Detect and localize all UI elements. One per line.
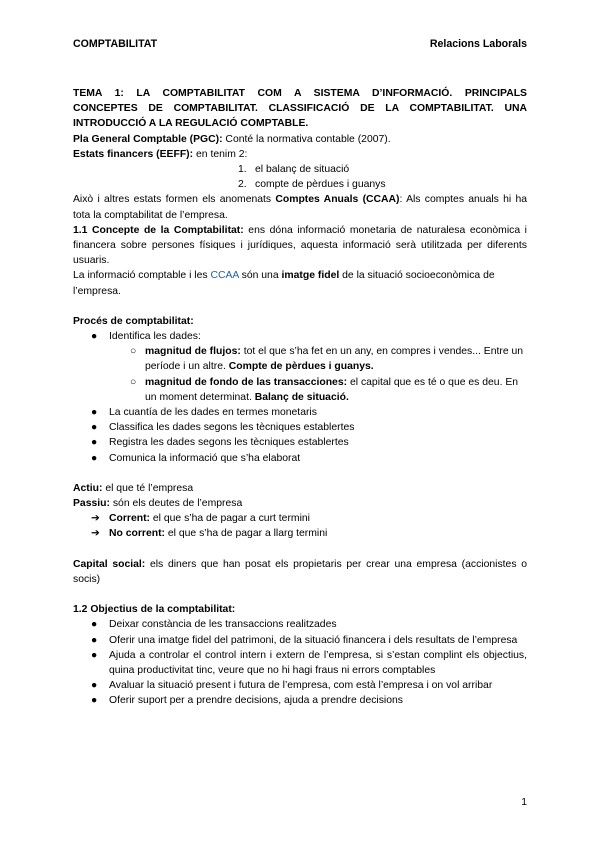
item-text: compte de pèrdues i guanys xyxy=(255,179,386,191)
objectius-item-text: Oferir suport per a prendre decisions, ajuda a prendre decisions xyxy=(109,695,403,707)
image-fidel-pre: La informació comptable i les xyxy=(73,270,211,282)
bullet-icon: ● xyxy=(91,422,98,434)
title-line: INTRODUCCIÓ A LA REGULACIÓ COMPTABLE. xyxy=(73,118,309,130)
eeff-item xyxy=(73,177,527,192)
passiu-item xyxy=(73,526,527,541)
item-number: 1. xyxy=(238,164,247,176)
actiu-paragraph xyxy=(73,481,527,496)
objectius-item-text: Oferir una imatge fidel del patrimoni, de la situació financera i dels resultats de l’empresa xyxy=(109,634,518,646)
circle-bullet-icon: ○ xyxy=(130,376,137,388)
eeff-label: Estats financers (EEFF): xyxy=(73,148,194,160)
subitem-conclusion: Balanç de situació. xyxy=(254,391,349,403)
process-list xyxy=(73,329,527,344)
capital-text: els diners que han posat els propietaris per crear una empresa (accionistes o socis) xyxy=(73,558,527,585)
image-fidel-bold: imatge fidel xyxy=(281,270,340,282)
spacer xyxy=(73,542,527,557)
ccaa-paragraph xyxy=(73,192,527,222)
concept-paragraph xyxy=(73,223,527,269)
passiu-label: Passiu: xyxy=(73,498,110,510)
eeff-list xyxy=(73,162,527,192)
subitem-label: magnitud de fondo de las transacciones: xyxy=(145,376,348,388)
objectius-item xyxy=(73,617,527,632)
process-item xyxy=(73,420,527,435)
objectius-heading-text: 1.2 Objectius de la comptabilitat: xyxy=(73,604,236,616)
process-item xyxy=(73,329,527,344)
bullet-icon: ● xyxy=(91,452,98,464)
arrow-icon: ➔ xyxy=(91,528,100,540)
objectius-item xyxy=(73,678,527,693)
process-item-text: La cuantía de les dades en termes monetaris xyxy=(109,407,317,419)
capital-paragraph xyxy=(73,557,527,587)
item-text: el balanç de situació xyxy=(255,164,350,176)
objectius-item xyxy=(73,648,527,678)
pgc-label: Pla General Comptable (PGC): xyxy=(73,133,223,145)
spacer xyxy=(73,299,527,314)
bullet-icon: ● xyxy=(91,649,98,661)
eeff-item xyxy=(73,162,527,177)
concept-label: 1.1 Concepte de la Comptabilitat: xyxy=(73,224,244,236)
objectius-list xyxy=(73,617,527,708)
process-item-text: Registra les dades segons les tècniques establertes xyxy=(109,437,349,449)
process-heading xyxy=(73,314,527,329)
passiu-item xyxy=(73,511,527,526)
objectius-item-text: Avaluar la situació present i futura de l’empresa, com està l’empresa i on vol arribar xyxy=(109,680,493,692)
image-fidel-mid: són una xyxy=(238,270,282,282)
process-item-text: Comunica la informació que s’ha elaborat xyxy=(109,452,301,464)
eeff-paragraph xyxy=(73,147,527,162)
subitem-conclusion: Compte de pèrdues i guanys. xyxy=(228,361,374,373)
arrow-icon: ➔ xyxy=(91,513,100,525)
process-item-text: Classifica les dades segons les tècniques establertes xyxy=(109,422,355,434)
document-body xyxy=(73,86,527,709)
passiu-text: són els deutes de l’empresa xyxy=(109,498,243,510)
process-heading-text: Procés de comptabilitat: xyxy=(73,315,194,327)
objectius-item xyxy=(73,633,527,648)
process-sublist xyxy=(73,344,527,405)
bullet-icon: ● xyxy=(91,619,98,631)
passiu-item-label: Corrent: xyxy=(109,513,150,525)
process-item xyxy=(73,451,527,466)
item-number: 2. xyxy=(238,179,247,191)
bullet-icon: ● xyxy=(91,680,98,692)
title-line: CONCEPTES DE COMPTABILITAT. CLASSIFICACIÓ DE LA COMPTABILITAT. UNA xyxy=(73,103,527,115)
bullet-icon: ● xyxy=(91,407,98,419)
concept-text: ens dóna informació monetaria de naturalesa econòmica i financera sobre persones físiques i jurídiques, aquesta informació serà utilitzada per diferents usuaris. xyxy=(73,224,527,267)
passiu-item-text: el que s’ha de pagar a llarg termini xyxy=(165,528,328,540)
document-title xyxy=(73,86,527,132)
eeff-text: en tenim 2: xyxy=(193,148,248,160)
title-line: TEMA 1: LA COMPTABILITAT COM A SISTEMA D’INFORMACIÓ. PRINCIPALS xyxy=(73,88,527,99)
bullet-icon: ● xyxy=(91,331,98,343)
subitem-label: magnitud de flujos: xyxy=(145,346,241,358)
header-subject: Relacions Laborals xyxy=(429,38,527,50)
pgc-paragraph xyxy=(73,132,527,147)
passiu-item-label: No corrent: xyxy=(109,528,165,540)
capital-label: Capital social: xyxy=(73,558,146,570)
spacer xyxy=(73,466,527,481)
header-title: COMPTABILITAT xyxy=(73,38,158,50)
ccaa-bold: Comptes Anuals (CCAA) xyxy=(275,194,400,206)
bullet-icon: ● xyxy=(91,695,98,707)
pgc-text: Conté la normativa contable (2007). xyxy=(222,133,391,145)
image-fidel-post: de la situació socioeconòmica de l’empresa. xyxy=(73,270,495,297)
bullet-icon: ● xyxy=(91,437,98,449)
process-subitem xyxy=(73,375,527,405)
circle-bullet-icon: ○ xyxy=(130,346,137,358)
process-item xyxy=(73,405,527,420)
process-list xyxy=(73,405,527,466)
passiu-item-text: el que s’ha de pagar a curt termini xyxy=(149,513,310,525)
process-subitem xyxy=(73,344,527,374)
subitem-text: el capital que es té o que es deu. En un moment determinat. xyxy=(145,376,519,403)
passiu-paragraph xyxy=(73,496,527,511)
ccaa-post: : Als comptes anuals hi ha tota la comptabilitat de l’empresa. xyxy=(73,194,527,221)
image-fidel-paragraph xyxy=(73,268,527,298)
actiu-text: el que té l’empresa xyxy=(102,482,194,494)
subitem-text: tot el que s’ha fet en un any, en compres i vendes... Entre un període i un altre. xyxy=(145,346,524,373)
bullet-icon: ● xyxy=(91,634,98,646)
process-item xyxy=(73,435,527,450)
objectius-item xyxy=(73,693,527,708)
process-item-text: Identifica les dades: xyxy=(109,331,201,343)
objectius-heading xyxy=(73,602,527,617)
page-number: 1 xyxy=(521,797,527,808)
ccaa-accent: CCAA xyxy=(210,270,239,282)
ccaa-pre: Això i altres estats formen els anomenats xyxy=(73,194,276,206)
passiu-list xyxy=(73,511,527,541)
spacer xyxy=(73,587,527,602)
objectius-item-text: Ajuda a controlar el control intern i extern de l’empresa, si s’estan complint els objectius, quina productivitat tinc, veure que no hi hagi fraus ni errors comptables xyxy=(109,649,527,676)
objectius-item-text: Deixar constància de les transaccions realitzades xyxy=(109,619,337,631)
actiu-label: Actiu: xyxy=(73,482,103,494)
